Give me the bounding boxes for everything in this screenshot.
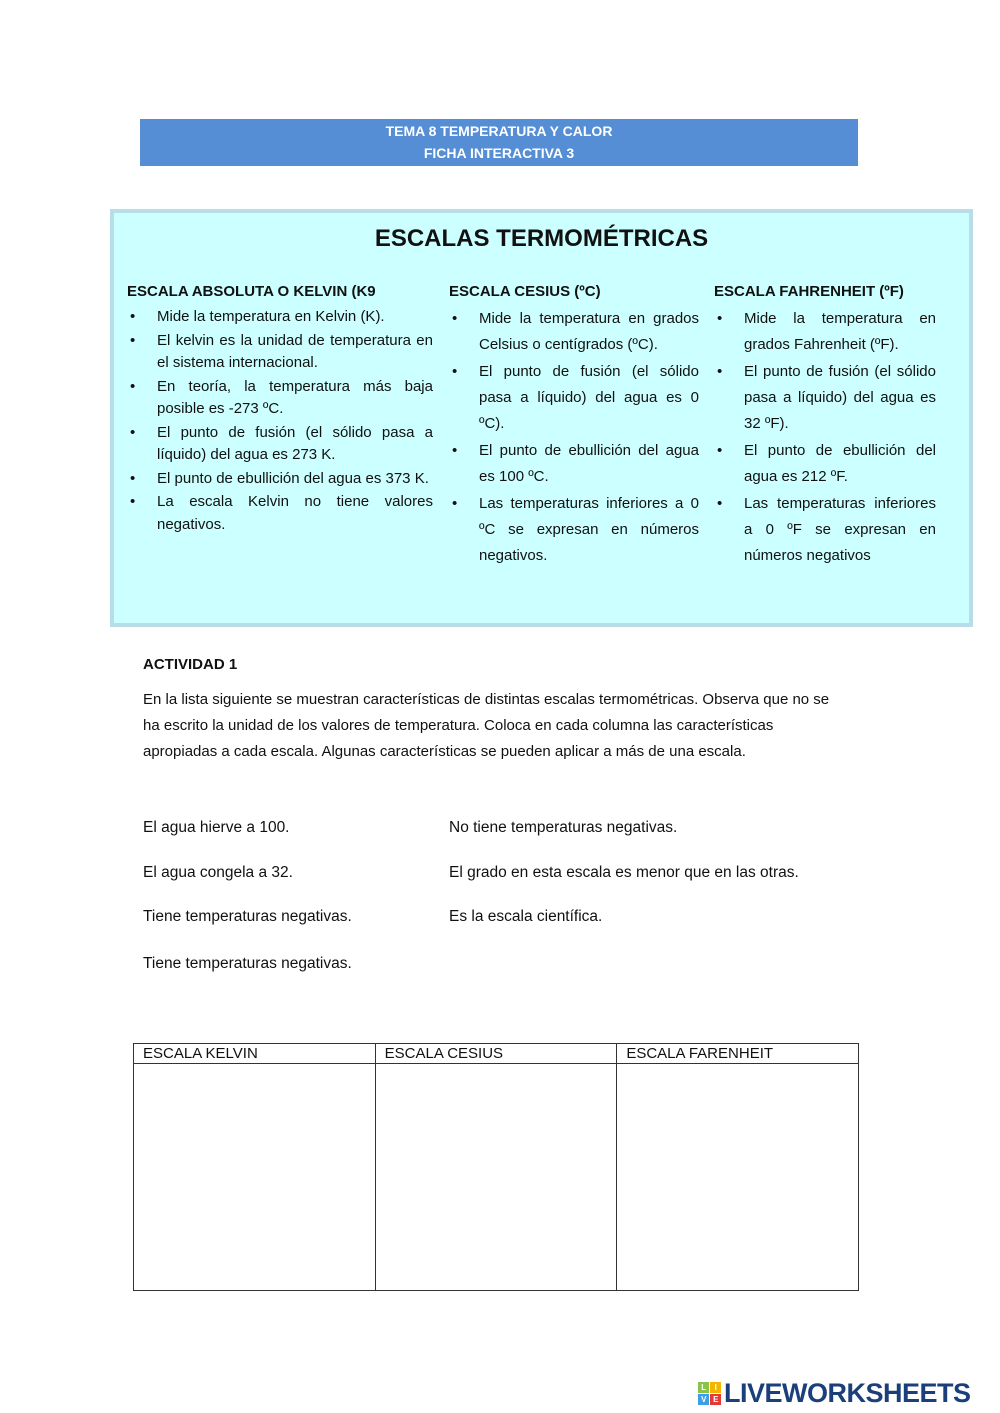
header-subtitle: FICHA INTERACTIVA 3 [423, 145, 575, 161]
list-item: • El punto de ebullición del agua es 100 ºC. [479, 438, 699, 490]
column-heading: ESCALA ABSOLUTA O KELVIN (K9 [127, 283, 376, 300]
list-item: • El punto de fusión (el sólido pasa a líquido) del agua es 0 ºC). [479, 359, 699, 437]
list-item: • El kelvin es la unidad de temperatura en el sistema internacional. [157, 330, 433, 375]
list-item: • La escala Kelvin no tiene valores negativos. [157, 491, 433, 536]
kelvin-column [127, 283, 433, 537]
drop-zone-celsius[interactable] [375, 1064, 617, 1291]
logo-letter: I [710, 1382, 721, 1393]
list-item: • Mide la temperatura en grados Celsius o centígrados (ºC). [479, 306, 699, 358]
list-item: • El punto de fusión (el sólido pasa a líquido) del agua es 32 ºF). [744, 359, 936, 437]
info-box [110, 209, 973, 627]
draggable-item[interactable]: Tiene temperaturas negativas. [143, 908, 352, 925]
draggable-item[interactable]: El agua hierve a 100. [143, 819, 290, 836]
draggable-item[interactable]: Tiene temperaturas negativas. [143, 955, 352, 972]
column-heading: ESCALA CESIUS (ºC) [449, 283, 601, 300]
drop-zone-fahrenheit[interactable] [617, 1064, 859, 1291]
fahrenheit-column [714, 283, 936, 570]
activity-title: ACTIVIDAD 1 [143, 656, 238, 673]
header-banner [140, 119, 858, 166]
list-item: • Mide la temperatura en Kelvin (K). [157, 306, 433, 329]
list-item: • Las temperaturas inferiores a 0 ºC se expresan en números negativos. [479, 491, 699, 569]
activity-section [143, 656, 843, 765]
list-item: • El punto de ebullición del agua es 373 K. [157, 468, 433, 491]
draggable-item[interactable]: No tiene temperaturas negativas. [449, 819, 678, 836]
list-item: • El punto de ebullición del agua es 212 ºF. [744, 438, 936, 490]
list-item: • Mide la temperatura en grados Fahrenheit (ºF). [744, 306, 936, 358]
column-header-celsius: ESCALA CESIUS [375, 1044, 617, 1064]
list-item: • Las temperaturas inferiores a 0 ºF se expresan en números negativos [744, 491, 936, 569]
logo-blocks-icon [698, 1382, 721, 1405]
column-header-fahrenheit: ESCALA FARENHEIT [617, 1044, 859, 1064]
logo-letter: E [710, 1394, 721, 1405]
celsius-column [449, 283, 699, 570]
column-header-kelvin: ESCALA KELVIN [134, 1044, 376, 1064]
info-title: ESCALAS TERMOMÉTRICAS [374, 225, 709, 252]
draggable-item[interactable]: Es la escala científica. [449, 908, 603, 925]
draggable-item[interactable]: El agua congela a 32. [143, 864, 293, 881]
draggable-item[interactable]: El grado en esta escala es menor que en las otras. [449, 864, 799, 881]
drop-zone-kelvin[interactable] [134, 1064, 376, 1291]
list-item: • El punto de fusión (el sólido pasa a líquido) del agua es 273 K. [157, 422, 433, 467]
logo-letter: L [698, 1382, 709, 1393]
column-heading: ESCALA FAHRENHEIT (ºF) [714, 283, 904, 300]
list-item: • En teoría, la temperatura más baja posible es -273 ºC. [157, 376, 433, 421]
logo-text: LIVEWORKSHEETS [724, 1378, 971, 1408]
header-title: TEMA 8 TEMPERATURA Y CALOR [385, 123, 613, 139]
logo-letter: V [698, 1394, 709, 1405]
answer-table [133, 1043, 859, 1291]
liveworksheets-logo [698, 1378, 971, 1409]
activity-instructions: En la lista siguiente se muestran características de distintas escalas termométricas. Observa que no se ha escrito la unidad de los valores de temperatura. Coloca en cada columna las características apropiadas a cada escala. Algunas características se pueden aplicar a más de una escala. [143, 691, 830, 760]
